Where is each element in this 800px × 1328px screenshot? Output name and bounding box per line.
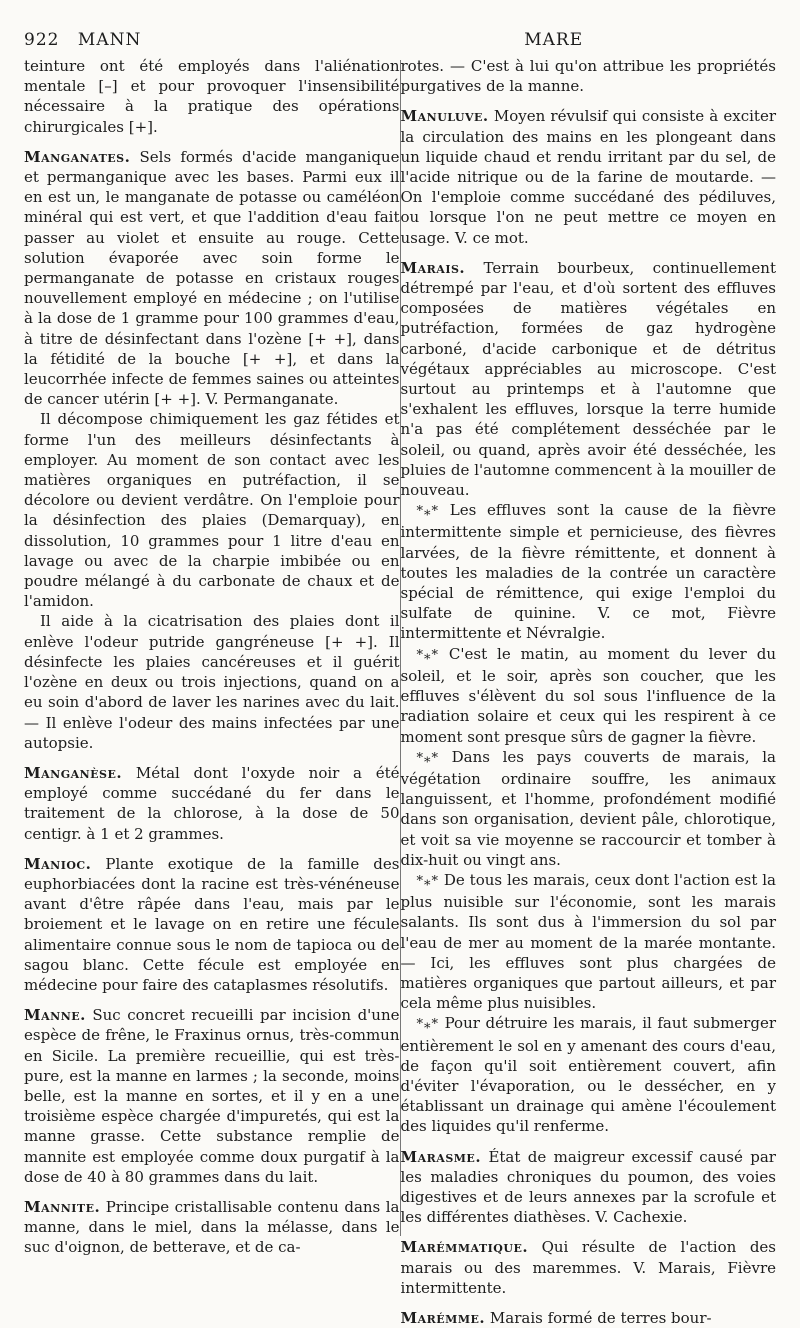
note-text: Les effluves sont la cause de la fièvre intermittente simple et pernicieuse, des fièvres larvées, de la fièvre rémittente, et donnent à toutes les maladies de la contrée un caractère spécial de rémittence, qui exige l'emploi du sulfate de quinine. V. ce mot, Fièvre intermittente et Névralgie. (400, 501, 776, 643)
entry-text: Suc concret recueilli par incision d'une espèce de frêne, le Fraxinus ornus, très-commun en Sicile. La première recueillie, qui est très-pure, est la manne en larmes ; la seconde, moins belle, est la manne en sortes, et il y en a une troisième espèce chargée d'impuretés, qui est la manne grasse. Cette substance remplie de mannite est employée comme doux purgatif à la dose de 40 à 80 grammes dans du lait. (24, 1006, 400, 1186)
entry-headword: Marémmatique. (400, 1238, 529, 1257)
entry-manganates (24, 147, 400, 410)
entry-text: Terrain bourbeux, continuellement détrempé par l'eau, et d'où sortent des effluves composées de matières végétales en putréfaction, formées de gaz hydrogène carboné, d'acide carbonique et de détritus végétaux appréciables au microscope. C'est surtout au printemps et à l'automne que s'exhalent les effluves, lorsque la terre humide n'a pas été complétement desséchée par le soleil, ou quand, après avoir été desséchée, les pluies de l'automne commencent à la mouiller de nouveau. (400, 258, 776, 500)
note-paragraph (401, 644, 777, 747)
entry-headword: Mannite. (24, 1197, 101, 1216)
entry-text: Qui résulte de l'action des marais ou des maremmes. V. Marais, Fièvre intermittente. (400, 1238, 776, 1297)
entry-headword: Marais. (400, 258, 466, 277)
running-header (24, 30, 776, 56)
asterism-icon: *⁎* (416, 1017, 439, 1033)
note-text: C'est le matin, au moment du lever du soleil, et le soir, après son coucher, que les effluves s'élèvent du sol sous l'influence de la radiation solaire et ceux qui les respirent à ce moment sont presque sûrs de gagner la fièvre. (400, 644, 776, 746)
asterism-icon: *⁎* (416, 504, 439, 520)
entry-text: Métal dont l'oxyde noir a été employé comme succédané du fer dans le traitement de la chlorose, à la dose de 50 centigr. à 1 et 2 grammes. (24, 763, 400, 843)
note-text: De tous les marais, ceux dont l'action est la plus nuisible sur l'économie, sont les marais salants. Ils sont dus à l'immersion du sol par l'eau de mer au moment de la marée montante. — Ici, les effluves sont plus chargées de matières organiques que partout ailleurs, et par cela même plus nuisibles. (400, 870, 776, 1013)
left-column (24, 56, 400, 1257)
entry-headword: Manganates. (24, 147, 131, 166)
two-column-body (24, 56, 776, 1327)
right-running-head: MARE (524, 30, 584, 50)
entry-headword: Manioc. (24, 854, 92, 873)
entry-text: Plante exotique de la famille des euphorbiacées dont la racine est très-vénéneuse avant d'être râpée dans l'eau, mais par le broiement et le lavage on en retire une fécule alimentaire connue sous le nom de tapioca ou de sagou blanc. Cette fécule est employée en médecine pour faire des cataplasmes résolutifs. (24, 854, 400, 994)
asterism-icon: *⁎* (416, 750, 439, 766)
note-paragraph (401, 1013, 777, 1136)
entry-text: Marais formé de terres bour- (489, 1308, 712, 1327)
entry-headword: Marasme. (400, 1147, 482, 1166)
entry-manganese (24, 763, 400, 844)
entry-marematique (401, 1237, 777, 1298)
entry-headword: Manganèse. (24, 763, 123, 782)
note-paragraph (401, 500, 777, 643)
note-paragraph (401, 747, 777, 870)
asterism-icon: *⁎* (416, 647, 439, 663)
entry-headword: Manuluve. (400, 107, 489, 126)
entry-text: Principe cristallisable contenu dans la manne, dans le miel, dans la mélasse, dans le suc d'oignon, de betterave, et de ca- (24, 1197, 400, 1257)
continued-paragraph: rotes. — C'est à lui qu'on attribue les propriétés purgatives de la manne. (400, 57, 776, 96)
entry-headword: Marémme. (400, 1308, 486, 1327)
right-column (400, 56, 777, 1327)
entry-mannite (24, 1197, 400, 1258)
entry-text: État de maigreur excessif causé par les maladies chroniques du poumon, des voies digestives et de leurs annexes par la scrofule et les différentes diathèses. V. Cachexie. (400, 1147, 776, 1227)
note-paragraph (401, 870, 777, 1013)
entry-manne (24, 1005, 400, 1187)
entry-paragraph: Il aide à la cicatrisation des plaies dont il enlève l'odeur putride gangréneuse [+ +]. Il désinfecte les plaies cancéreuses et il guérit l'ozène en deux ou trois injections, quand on a eu soin d'abord de laver les narines avec du lait. — Il enlève l'odeur des mains infectées par une autopsie. (24, 612, 400, 752)
entry-headword: Manne. (24, 1006, 86, 1025)
asterism-icon: *⁎* (416, 873, 439, 889)
continued-paragraph: teinture ont été employés dans l'aliénation mentale [–] et pour provoquer l'insensibilité nécessaire à la pratique des opérations chirurgicales [+]. (24, 57, 400, 136)
note-text: Dans les pays couverts de marais, la végétation ordinaire souffre, les animaux languissent, et l'homme, profondément modifié dans son organisation, devient pâle, chlorotique, et voit sa vie moyenne se raccourcir et tomber à dix-huit ou vingt ans. (400, 747, 776, 869)
entry-maremme (401, 1308, 777, 1328)
entry-paragraph: Il décompose chimiquement les gaz fétides et forme l'un des meilleurs désinfectants à employer. Au moment de son contact avec les matières organiques en putréfaction, il se décolore ou devient verdâtre. On l'emploie pour la désinfection des plaies (Demarquay), en dissolution, 10 grammes pour 1 litre d'eau en lavage ou avec de la charpie imbibée ou en poudre mélangé à du carbonate de chaux et de l'amidon. (24, 410, 400, 611)
note-text: Pour détruire les marais, il faut submerger entièrement le sol en y amenant des cours d'eau, de façon qu'il soit entièrement couvert, afin d'éviter l'évaporation, ou le dessécher, en y établissant un drainage qui amène l'écoulement des liquides qu'il renferme. (400, 1014, 776, 1136)
entry-text: Sels formés d'acide manganique et permanganique avec les bases. Parmi eux il en est un, le manganate de potasse ou caméléon minéral qui est vert, et que l'addition d'eau fait passer au violet et ensuite au rouge. Cette solution évaporée avec soin forme le permanganate de potasse en cristaux rouges nouvellement employé en médecine ; on l'utilise à la dose de 1 gramme pour 100 grammes d'eau, à titre de désinfectant dans l'ozène [+ +], dans la fétidité de la bouche [+ +], et dans la leucorrhée infecte de femmes saines ou atteintes de cancer utérin [+ +]. V. Permanganate. (24, 147, 400, 409)
page-number: 922 (24, 30, 60, 50)
entry-marasme (401, 1147, 777, 1228)
entry-text: Moyen révulsif qui consiste à exciter la circulation des mains en les plongeant dans un liquide chaud et rendu irritant par du sel, de l'acide nitrique ou de la farine de moutarde. — On l'emploie comme succédané des pédiluves, ou lorsque l'on ne peut mettre ce moyen en usage. V. ce mot. (400, 107, 776, 247)
entry-marais (401, 258, 777, 500)
left-running-head: MANN (77, 30, 142, 50)
entry-manuluve (401, 106, 777, 247)
entry-manioc (24, 854, 400, 995)
